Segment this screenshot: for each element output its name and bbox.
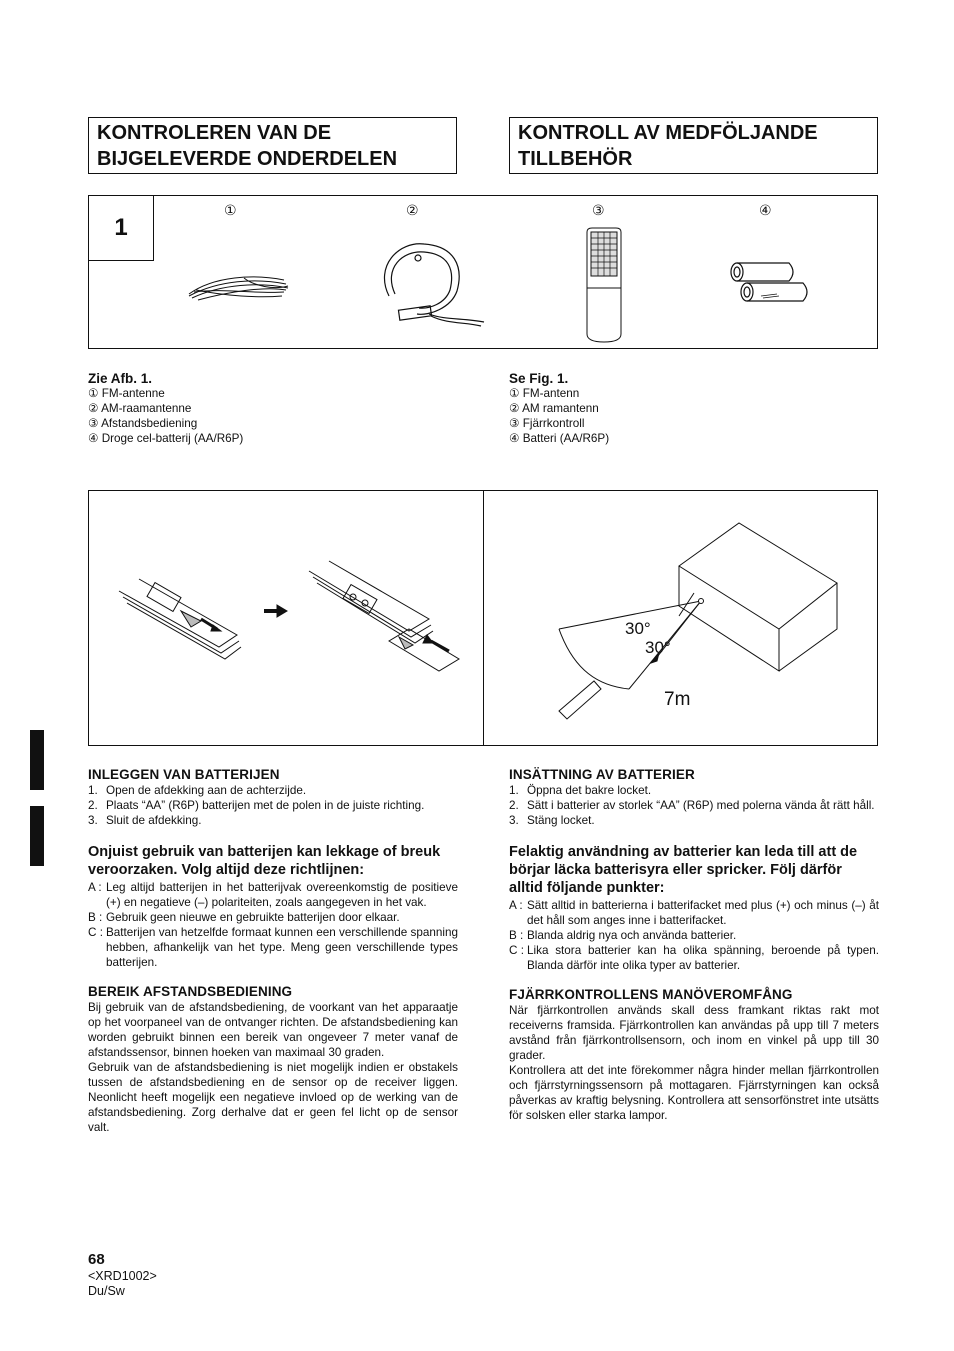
column-left: [88, 767, 458, 1135]
marker-1: ①: [224, 202, 237, 218]
figure-2-divider: [483, 491, 484, 745]
thumb-index-bar-2: [30, 806, 44, 866]
marker-3: ③: [592, 202, 605, 218]
batteries-illustration: [727, 258, 817, 308]
angle-label-2: 30°: [645, 638, 671, 657]
warning-item: C : Lika stora batterier kan ha olika spänning, beroende på typen. Blanda därför inte olika typer av batterier.: [509, 944, 879, 972]
parts-heading-right: Se Fig. 1.: [509, 371, 569, 386]
range-heading-right: FJÄRRKONTROLLENS MANÖVEROMFÅNG: [509, 987, 793, 1002]
battery-step: 2. Sätt i batterier av storlek “AA” (R6P) med polerna vända åt rätt håll.: [509, 799, 875, 812]
battery-heading-right: INSÄTTNING AV BATTERIER: [509, 767, 695, 782]
remote-range-diagram: [529, 511, 869, 731]
title-left: [88, 117, 457, 174]
parts-item: ② AM ramantenn: [509, 402, 599, 415]
parts-item: ④ Batteri (AA/R6P): [509, 432, 610, 445]
warning-item: B : Gebruik geen nieuwe en gebruikte batterijen door elkaar.: [88, 911, 400, 924]
parts-item: ③ Fjärrkontroll: [509, 417, 585, 430]
range-paragraph-2-right: Kontrollera att det inte förekommer några hinder mellan fjärrkontrollen och fjärrstyrningssensorn på mottagaren. Fjärrstyrningen kan också påverkas av kraftig belysning. Kontrollera att sensorfönstret inte utsätts för solsken eller starka lampor.: [509, 1064, 879, 1122]
battery-heading-left: INLEGGEN VAN BATTERIJEN: [88, 767, 280, 782]
range-heading-left: BEREIK AFSTANDSBEDIENING: [88, 984, 293, 999]
parts-item: ④ Droge cel-batterij (AA/R6P): [88, 432, 244, 445]
fm-antenna-illustration: [184, 266, 294, 306]
title-left-line1: KONTROLEREN VAN DE: [97, 122, 332, 144]
am-antenna-illustration: [369, 236, 499, 336]
range-paragraph-1-left: Bij gebruik van de afstandsbediening, de voorkant van het apparaatje op het voorpaneel van de ontvanger richten. De afstandsbediening kan worden gebruikt binnen een bereik van ongeveer 7 meter vanaf de afstandssensor, binnen hoeken van maximaal 30 graden.: [88, 1001, 458, 1059]
marker-2: ②: [406, 202, 419, 218]
language-code: Du/Sw: [88, 1284, 125, 1298]
parts-item: ① FM-antenn: [509, 387, 580, 400]
battery-step: 1. Öppna det bakre locket.: [509, 784, 652, 797]
marker-4: ④: [759, 202, 772, 218]
parts-list-right: [509, 371, 879, 446]
battery-step: 2. Plaats “AA” (R6P) batterijen met de polen in de juiste richting.: [88, 799, 425, 812]
angle-label-1: 30°: [625, 619, 651, 638]
warning-heading-left: Onjuist gebruik van batterijen kan lekkage of breuk veroorzaken. Volg altijd deze richtlijnen:: [88, 844, 441, 878]
column-right: [509, 767, 879, 1123]
battery-step: 3. Sluit de afdekking.: [88, 814, 202, 827]
warning-item: B : Blanda aldrig nya och använda batterier.: [509, 929, 737, 942]
warning-item: C : Batterijen van hetzelfde formaat kunnen een verschillende spanning hebben, afhankelijk van het type. Meng geen verschillende types batterijen.: [88, 926, 458, 969]
range-paragraph-1-right: När fjärrkontrollen används skall dess framkant riktas rakt mot receiverns framsida. Fjärrkontrollen kan användas på upp till 7 meters avstånd från fjärrkontrollsensorn, och inom en vinkel på upp till 30 grader.: [509, 1004, 879, 1062]
battery-insertion-illustration: [109, 551, 469, 681]
figure-number: 1: [89, 196, 154, 261]
thumb-index-bar-1: [30, 730, 44, 790]
title-right-line2: TILLBEHÖR: [518, 148, 633, 170]
figure-1: [88, 195, 878, 349]
parts-list-left: [88, 371, 458, 446]
parts-item: ③ Afstandsbediening: [88, 417, 198, 430]
parts-heading-left: Zie Afb. 1.: [88, 371, 153, 386]
remote-control-illustration: [584, 226, 624, 346]
range-paragraph-2-left: Gebruik van de afstandsbediening is niet mogelijk indien er obstakels tussen de afstandsbediening en de sensor op de receiver liggen. Neonlicht heeft mogelijk een negatieve invloed op de werking van de afstandsbediening. Zorg derhalve dat er geen fel licht op de sensor valt.: [88, 1061, 458, 1134]
title-right-line1: KONTROLL AV MEDFÖLJANDE: [518, 122, 818, 144]
footer: [88, 1251, 157, 1299]
document-code: <XRD1002>: [88, 1269, 157, 1283]
battery-step: 1. Open de afdekking aan de achterzijde.: [88, 784, 307, 797]
warning-item: A : Leg altijd batterijen in het batterijvak overeenkomstig de positieve (+) en negatieve (–) polariteiten, zoals aangegeven in het vak.: [88, 881, 458, 909]
title-left-line2: BIJGELEVERDE ONDERDELEN: [97, 148, 398, 170]
title-right: [509, 117, 878, 174]
distance-label: 7m: [664, 689, 691, 710]
parts-item: ② AM-raamantenne: [88, 402, 192, 415]
battery-step: 3. Stäng locket.: [509, 814, 595, 827]
warning-item: A : Sätt alltid in batterierna i batterifacket med plus (+) och minus (–) åt det håll som anges inne i batterifacket.: [509, 899, 879, 927]
parts-item: ① FM-antenne: [88, 387, 165, 400]
page-number: 68: [88, 1251, 105, 1268]
warning-heading-right: Felaktig användning av batterier kan leda till att de börjar läcka batterisyra eller spricker. Följ därför alltid följande punkter:: [509, 844, 858, 896]
figure-2: [88, 490, 878, 746]
